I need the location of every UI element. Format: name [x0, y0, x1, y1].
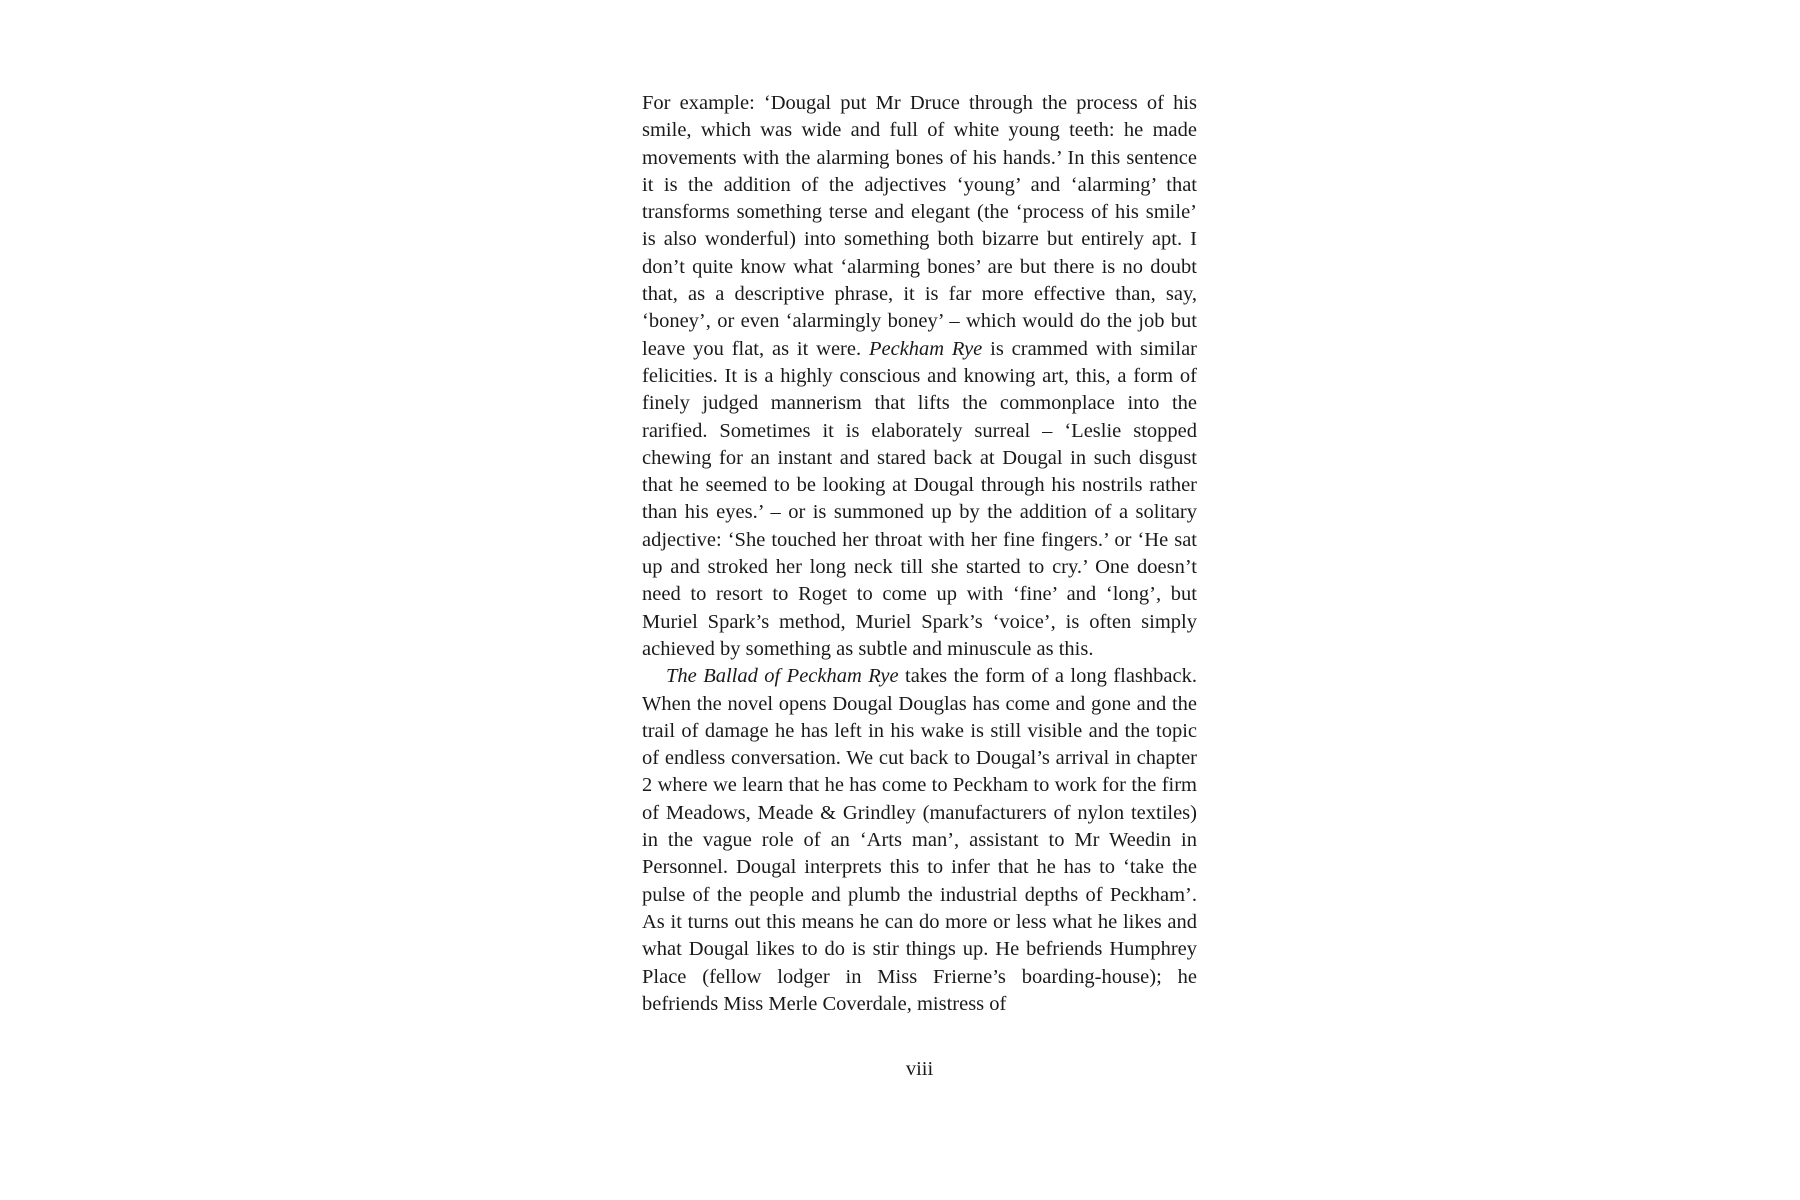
paragraph-2-text: takes the form of a long flashback. When the novel opens Dougal Douglas has come and gone and the trail of damage he has left in his wake is still visible and the topic of endless conversation. We cut back to Dougal’s arrival in chapter 2 where we learn that he has come to Peckham to work for the firm of Meadows, Meade & Grindley (manufacturers of nylon textiles) in the vague role of an ‘Arts man’, assistant to Mr Weedin in Personnel. Dougal interprets this to infer that he has to ‘take the pulse of the people and plumb the industrial depths of Peckham’. As it turns out this means he can do more or less what he likes and what Dougal likes to do is stir things up. He befriends Humphrey Place (fellow lodger in Miss Frierne’s boarding-house); he befriends Miss Merle Coverdale, mistress of [642, 665, 1197, 1015]
paragraph-1-text-b: is crammed with similar felicities. It is a highly conscious and knowing art, this, a form of finely judged mannerism that lifts the commonplace into the rarified. Sometimes it is elaborately surreal – ‘Leslie stopped chewing for an instant and stared back at Dougal in such disgust that he seemed to be looking at Dougal through his nostrils rather than his eyes.’ – or is summoned up by the addition of a solitary adjective: ‘She touched her throat with her fine fingers.’ or ‘He sat up and stroked her long neck till she started to cry.’ One doesn’t need to resort to Roget to come up with ‘fine’ and ‘long’, but Muriel Spark’s method, Muriel Spark’s ‘voice’, is often simply achieved by something as subtle and minuscule as this. [642, 337, 1197, 660]
paragraph-2-book-title: The Ballad of Peckham Rye [666, 665, 899, 688]
page-number: viii [905, 1058, 934, 1080]
paragraph-2 [642, 663, 1197, 1018]
page-body [642, 90, 1197, 1018]
paragraph-1 [642, 90, 1197, 663]
paragraph-1-book-title: Peckham Rye [868, 337, 983, 360]
paragraph-1-text-a: For example: ‘Dougal put Mr Druce through the process of his smile, which was wide and full of white young teeth: he made movements with the alarming bones of his hands.’ In this sentence it is the addition of the adjectives ‘young’ and ‘alarming’ that transforms something terse and elegant (the ‘process of his smile’ is also wonderful) into something both bizarre but entirely apt. I don’t quite know what ‘alarming bones’ are but there is no doubt that, as a descriptive phrase, it is far more effective than, say, ‘boney’, or even ‘alarmingly boney’ – which would do the job but leave you flat, as it were. [642, 92, 1197, 360]
